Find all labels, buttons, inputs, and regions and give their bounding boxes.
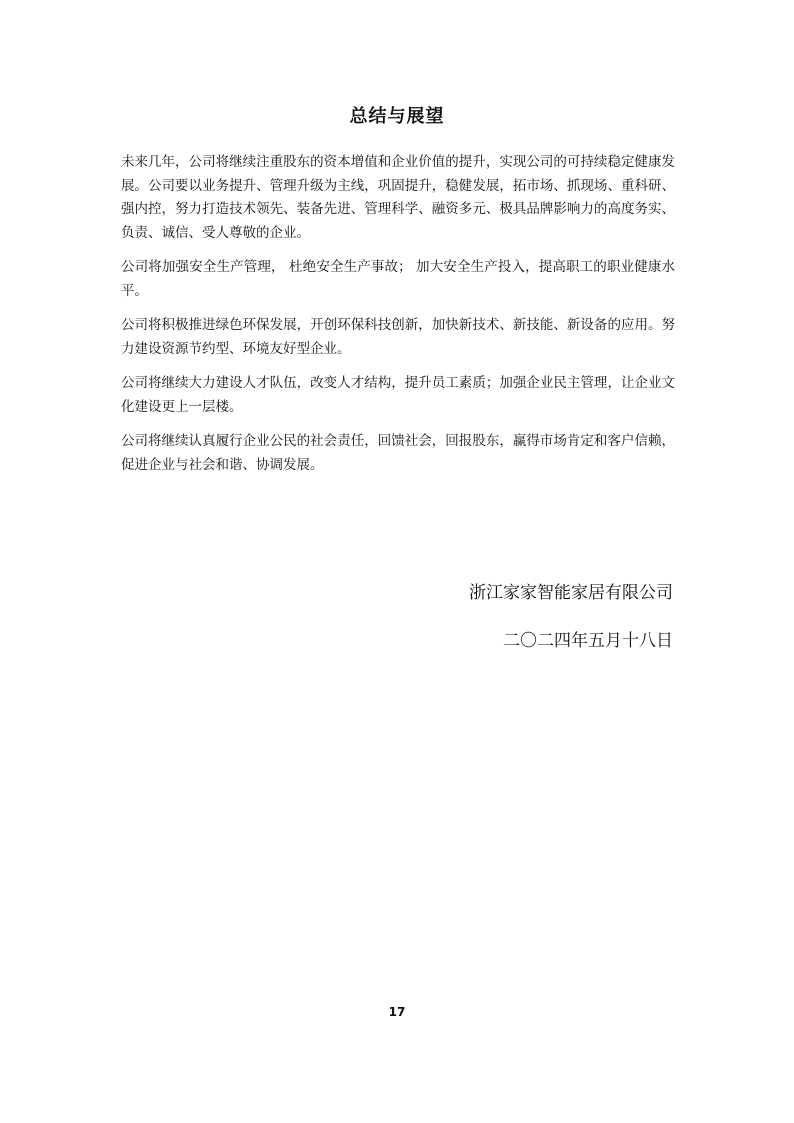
paragraph-outlook: 未来几年，公司将继续注重股东的资本增值和企业价值的提升，实现公司的可持续稳定健康发展。公司要以业务提升、管理升级为主线，巩固提升，稳健发展，拓市场、抓现场、重科研、强内控，努力打造技术领先、装备先进、管理科学、融资多元、极具品牌影响力的高度务实、负责、诚信、受人尊敬的企业。 [121,154,675,241]
paragraph-talent: 公司将继续大力建设人才队伍，改变人才结构，提升员工素质；加强企业民主管理，让企业文化建设更上一层楼。 [121,375,675,415]
signature-block [469,580,673,654]
page-title: 总结与展望 [349,106,445,127]
paragraph-environment: 公司将积极推进绿色环保发展，开创环保科技创新，加快新技术、新技能、新设备的应用。努力建设资源节约型、环境友好型企业。 [121,317,675,357]
company-name: 浙江家家智能家居有限公司 [469,583,673,603]
paragraph-safety: 公司将加强安全生产管理， 杜绝安全生产事故； 加大安全生产投入，提高职工的职业健康水平。 [121,259,675,299]
paragraph-social-responsibility: 公司将继续认真履行企业公民的社会责任，回馈社会，回报股东，赢得市场肯定和客户信赖，促进企业与社会和谐、协调发展。 [121,433,675,473]
signature-date: 二〇二四年五月十八日 [503,631,673,651]
page-number: 17 [388,1005,406,1019]
document-body [121,151,675,488]
